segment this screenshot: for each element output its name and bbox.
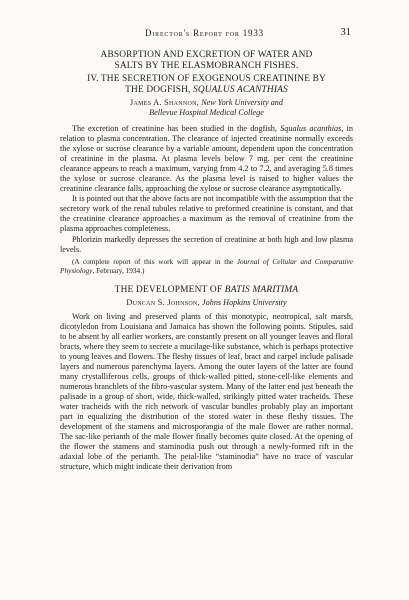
- note-text-b: , February, 1934.): [92, 265, 145, 275]
- article-2-author-name: Duncan S. Johnson,: [126, 297, 200, 307]
- article-title-line-2: SALTS BY THE ELASMOBRANCH FISHES.: [114, 61, 299, 71]
- author-affiliation-1: New York University and: [201, 98, 283, 107]
- note-journal: Journal of Cellular and Comparative Physiology: [60, 256, 353, 275]
- author-line: [60, 98, 353, 108]
- para-text-b: , in relation to plasma concentration. The clearance of injected creatinine normally exceeds the xylose or sucrose clearance by a variable amount, dependent upon the concentration of creatinine in the plasma. At plasma levels below 7 mg. per cent the creatinine clearance appears to reach a maximum, varying from 4.2 to 7.2, and averaging 5.8 times the xylose or sucrose clearance. As the plasma level is raised to higher values the creatinine clearance falls, approaching the xylose or sucrose clearance asymptotically.: [60, 124, 353, 194]
- author-affiliation-line: [60, 108, 353, 118]
- running-head: [0, 28, 409, 42]
- author-name: James A. Shannon,: [129, 98, 200, 107]
- article-2-title-prefix: THE DEVELOPMENT OF: [114, 284, 225, 295]
- paragraph: Phlorizin markedly depresses the secretion of creatinine at both high and low plasma levels.: [60, 234, 353, 254]
- running-head-title: Director's Report for 1933: [145, 28, 264, 38]
- article-2-title: [60, 285, 353, 296]
- article-subtitle-line-1: IV. THE SECRETION OF EXOGENOUS CREATININE BY: [87, 74, 326, 84]
- publication-note: [60, 257, 353, 275]
- article-subtitle-line-2: [60, 85, 353, 96]
- paragraph: Work on living and preserved plants of this monotypic, neotropical, salt marsh, dicotyledon from Louisiana and Jamaica has shown the following points. Stipules, said to be absent by all earlier workers, are constantly present on all younger leaves and floral bracts, where they seem to secrete a mucilage-like substance, which is perhaps protective to young leaves and flowers. The fleshy tissues of leaf, bract and carpel include palisade layers and numerous parenchyma layers. Among the outer layers of the latter are found many crystalliferous cells, groups of thick-walled pitted, stone-cell-like elements and numerous branchlets of the fibro-vascular system. Many of the latter end just beneath the palisade in a group of short, wide, thick-walled, strikingly pitted water tracheids. These water tracheids with the rich network of vascular bundles probably play an important part in equalizing the distribution of the stored water in these fleshy tissues. The development of the stamens and microsporangia of the male flower are rather normal. The sac-like perianth of the male flower finally becomes quite closed. At the opening of the flower the stamens and staminodia push out through a newly-formed rift in the adaxial lobe of the perianth. The petal-like “staminodia” have no trace of vascular structure, which might indicate their derivation from: [60, 311, 353, 472]
- subtitle-species: SQUALUS ACANTHIAS: [193, 85, 288, 95]
- page-number: 31: [340, 27, 351, 38]
- text-column: [60, 50, 353, 472]
- paragraph: It is pointed out that the above facts are not incompatible with the assumption that the secretory work of the renal tubules relative to preformed creatinine is constant, and that the creatinine clearance approaches a maximum as the removal of creatinine from the plasma approaches completeness.: [60, 194, 353, 234]
- article-2-author-line: [60, 298, 353, 308]
- note-text-a: (A complete report of this work will appear in the: [72, 256, 237, 266]
- subtitle-prefix: THE DOGFISH,: [125, 85, 193, 95]
- paragraph: [60, 124, 353, 194]
- article-2-affiliation: Johns Hopkins University: [202, 297, 287, 307]
- article-subtitle: [60, 74, 353, 96]
- article-2-title-species: BATIS MARITIMA: [224, 284, 299, 295]
- article-title-line-1: ABSORPTION AND EXCRETION OF WATER AND: [100, 50, 313, 60]
- article-title: [60, 50, 353, 72]
- para-species: Squalus acanthias: [280, 124, 342, 133]
- author-affiliation-2: Bellevue Hospital Medical College: [149, 108, 264, 117]
- para-text-a: The excretion of creatinine has been studied in the dogfish,: [72, 124, 281, 133]
